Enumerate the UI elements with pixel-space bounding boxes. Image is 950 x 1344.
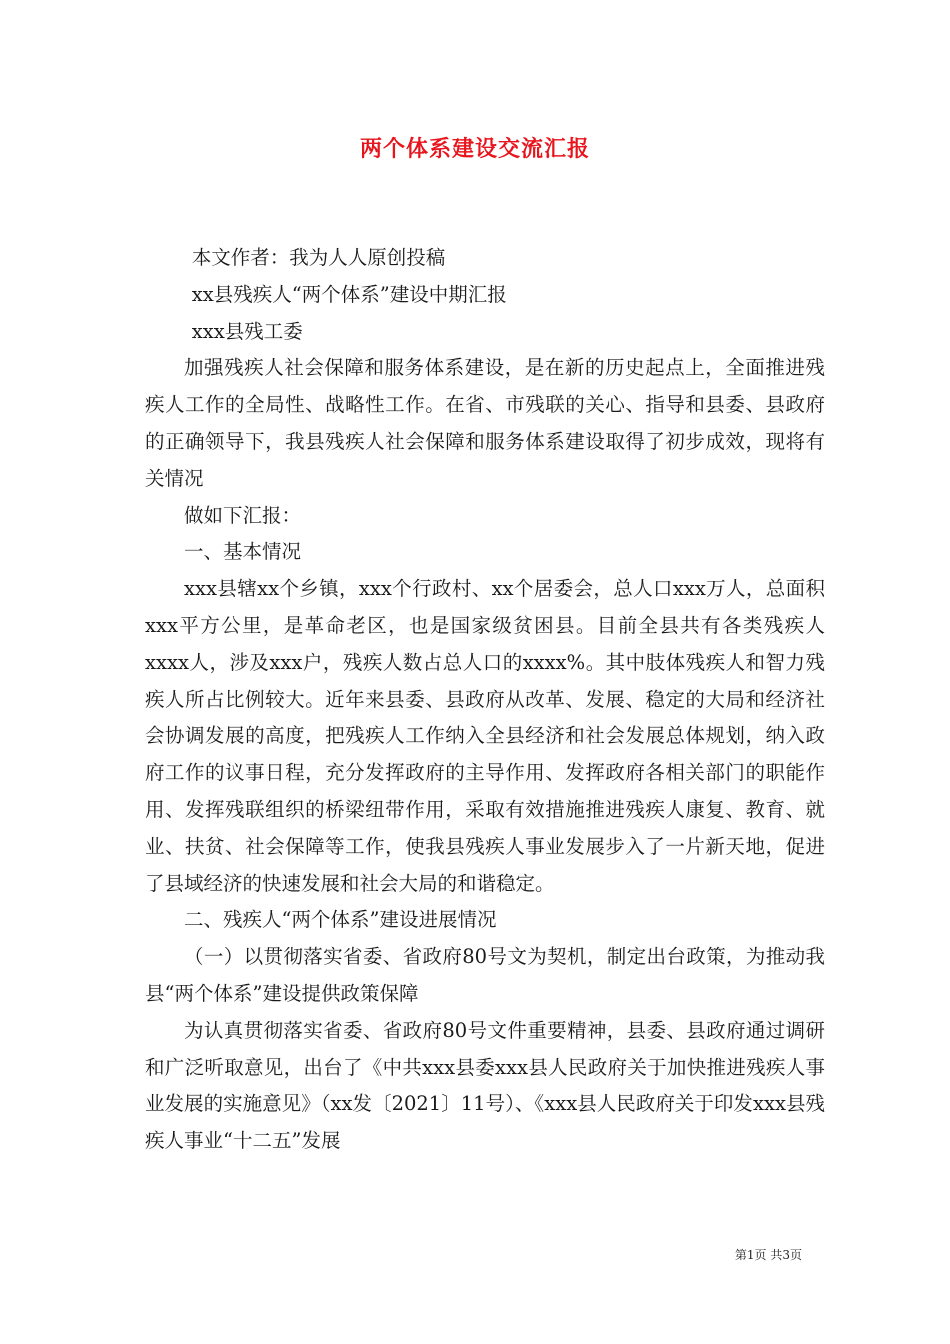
document-title: 两个体系建设交流汇报 (359, 136, 590, 162)
paragraph-basic-situation: xxx县辖xx个乡镇，xxx个行政村、xx个居委会，总人口xxx万人，总面积xxx平方公里，是革命老区，也是国家级贫困县。目前全县共有各类残疾人xxxx人，涉及xxx户，残疾人数占总人口的xxxx%。其中肢体残疾人和智力残疾人所占比例较大。近年来县委、县政府从改革、发展、稳定的大局和经济社会协调发展的高度，把残疾人工作纳入全县经济和社会发展总体规划，纳入政府工作的议事日程，充分发挥政府的主导作用、发挥政府各相关部门的职能作用、发挥残联组织的桥梁纽带作用，采取有效措施推进残疾人康复、教育、就业、扶贫、社会保障等工作，使我县残疾人事业发展步入了一片新天地，促进了县域经济的快速发展和社会大局的和谐稳定。 (145, 577, 825, 895)
paragraph-policy: 为认真贯彻落实省委、省政府80号文件重要精神，县委、县政府通过调研和广泛听取意见，出台了《中共xxx县委xxx县人民政府关于加快推进残疾人事业发展的实施意见》（xx发〔2021〕11号）、《xxx县人民政府关于印发xxx县残疾人事业“十二五”发展 (145, 1018, 825, 1153)
author-line: 本文作者：我为人人原创投稿 (191, 246, 446, 269)
paragraph-report-lead: 做如下汇报： (184, 503, 302, 527)
subsection-heading-policy: （一）以贯彻落实省委、省政府80号文为契机，制定出台政策，为推动我县“两个体系”建设提供政策保障 (145, 945, 825, 1005)
document-body (145, 240, 825, 1160)
report-title: xx县残疾人“两个体系”建设中期汇报 (191, 282, 507, 306)
page-number: 第1页 共3页 (734, 1248, 802, 1262)
section-heading-progress: 二、残疾人“两个体系”建设进展情况 (184, 908, 497, 932)
paragraph-intro: 加强残疾人社会保障和服务体系建设，是在新的历史起点上，全面推进残疾人工作的全局性、战略性工作。在省、市残联的关心、指导和县委、县政府的正确领导下，我县残疾人社会保障和服务体系建设取得了初步成效，现将有关情况 (145, 356, 825, 490)
organization-line: xxx县残工委 (191, 319, 303, 343)
section-heading-basic: 一、基本情况 (184, 540, 302, 564)
